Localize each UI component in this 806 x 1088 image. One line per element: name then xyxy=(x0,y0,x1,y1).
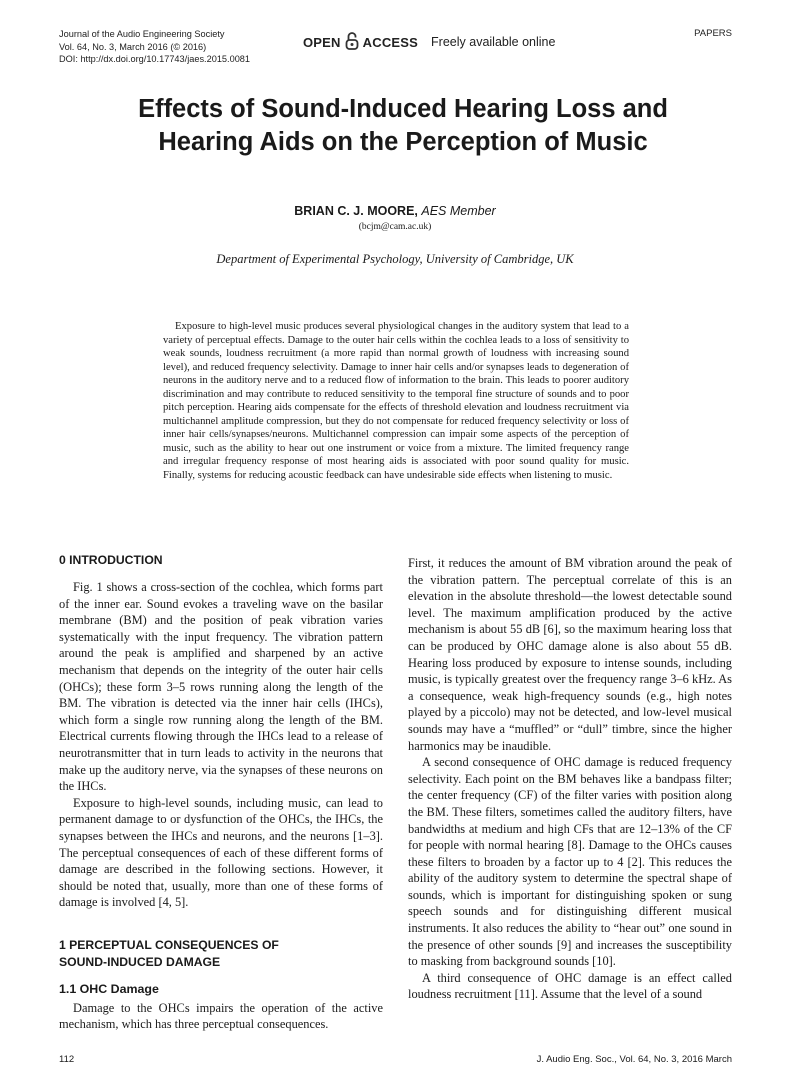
section-heading-perceptual xyxy=(59,937,383,971)
footer-citation: J. Audio Eng. Soc., Vol. 64, No. 3, 2016 March xyxy=(536,1054,732,1065)
title-line-2: Hearing Aids on the Perception of Music xyxy=(158,128,648,156)
section-heading-line: 1 PERCEPTUAL CONSEQUENCES OF xyxy=(59,937,279,952)
title-line-1: Effects of Sound-Induced Hearing Loss and xyxy=(138,95,668,123)
journal-doi: DOI: http://dx.doi.org/10.17743/jaes.2015.0081 xyxy=(59,54,251,64)
author-name: BRIAN C. J. MOORE, xyxy=(294,204,418,218)
left-column xyxy=(59,552,383,1033)
author-email: (bcjm@cam.ac.uk) xyxy=(358,222,432,232)
journal-header xyxy=(59,28,250,66)
body-paragraph: Fig. 1 shows a cross-section of the cochlea, which forms part of the inner ear. Sound evokes a traveling wave on the basilar membrane (BM) and the position of peak vibration varies systematically with the input frequency. The vibration pattern around the peak is amplified and sharpened by an active mechanism that depends on the integrity of the outer hair cells (OHCs); these form 3–5 rows running along the length of the BM. The vibration is detected via the inner hair cells (IHCs), which form a single row running along the length of the BM. Electrical currents flowing through the IHCs lead to a release of neurotransmitter that in turn leads to activity in the neurons that make up the auditory nerve, via the synapses of these neurons on the IHCs. xyxy=(59,580,383,794)
author-line xyxy=(0,204,790,218)
open-lock-icon xyxy=(345,32,359,50)
open-label: OPEN xyxy=(303,34,341,50)
body-paragraph: First, it reduces the amount of BM vibration around the peak of the vibration pattern. The perceptual correlate of this is an elevation in the absolute threshold—the lowest detectable sound level. The maximum amplification produced by the active mechanism is about 55 dB [6], so the maximum hearing loss that can be produced by OHC damage alone is also about 55 dB. Hearing loss produced by exposure to intense sounds, including music, is typically greatest over the frequency range 3–6 kHz. As a consequence, weak high-frequency sounds (e.g., high notes played by a piccolo) may not be detected, and low-level musical sounds may have a “muffled” or “dull” timbre, since the higher harmonics may be inaudible. xyxy=(408,556,732,753)
body-paragraph: A third consequence of OHC damage is an effect called loudness recruitment [11]. Assume that the level of a sound xyxy=(408,970,732,1002)
open-access-badge xyxy=(303,33,555,51)
body-paragraph: Damage to the OHCs impairs the operation of the active mechanism, which has three perceptual consequences. xyxy=(59,1000,383,1032)
section-heading-line: SOUND-INDUCED DAMAGE xyxy=(59,954,221,969)
section-label: PAPERS xyxy=(694,28,732,39)
freely-available-label: Freely available online xyxy=(431,35,556,49)
body-paragraph: Exposure to high-level sounds, including music, can lead to permanent damage to or dysfunction of the OHCs, the IHCs, the synapses between the IHCs and neurons, and the neurons [1–3]. The perceptual consequences of each of these different forms of damage are described in the following sections. However, it should be noted that, usually, more than one of these forms of damage is involved [4, 5]. xyxy=(59,795,383,910)
abstract: Exposure to high-level music produces several physiological changes in the auditory system that lead to a variety of perceptual effects. Damage to the outer hair cells within the cochlea leads to a loss of sensitivity to weak sounds, loudness recruitment (a more rapid than normal growth of loudness with increasing sound level), and reduced frequency selectivity. Damage to inner hair cells and/or synapses leads to degeneration of neurons in the auditory nerve and to a reduced flow of information to the brain. This leads to poorer auditory discrimination and may contribute to reduced sensitivity to the temporal fine structure of sounds and to poor pitch perception. Hearing aids compensate for the effects of threshold elevation and loudness recruitment via multichannel amplitude compression, but they do not compensate for reduced frequency selectivity or loss of inner hair cells/synapses/neurons. Multichannel compression can impair some aspects of the perception of music, such as the ability to hear out one instrument or voice from a mixture. The limited frequency range and irregular frequency response of most hearing aids is associated with poor sound quality for music. Finally, systems for reducing acoustic feedback can have undesirable side effects when listening to music. xyxy=(163,321,629,482)
access-label: ACCESS xyxy=(362,34,419,50)
subsection-heading-ohc: 1.1 OHC Damage xyxy=(59,981,159,996)
author-affiliation: Department of Experimental Psychology, University of Cambridge, UK xyxy=(216,252,574,266)
section-heading-introduction: 0 INTRODUCTION xyxy=(59,553,163,567)
journal-volume: Vol. 64, No. 3, March 2016 (© 2016) xyxy=(59,41,207,52)
paper-title xyxy=(60,93,746,159)
body-paragraph: A second consequence of OHC damage is reduced frequency selectivity. Each point on the BM behaves like a bandpass filter; the center frequency (CF) of the filter varies with position along the BM. These filters, sometimes called the auditory filters, have bandwidths at medium and high CFs that are 12–13% of the CF for people with normal hearing [8]. Damage to the OHCs causes these filters to broaden by a factor up to 4 [2]. This reduces the ability of the auditory system to determine the spectral shape of sounds, which is important for distinguishing spoken or sung speech sounds and for distinguishing different musical instruments. It also reduces the ability to “hear out” one sound in the presence of other sounds [9] and increases the susceptibility to masking from background sounds [10]. xyxy=(408,755,732,969)
journal-name: Journal of the Audio Engineering Society xyxy=(59,29,225,39)
right-column xyxy=(408,555,732,1003)
author-membership: AES Member xyxy=(421,204,496,218)
page-number: 112 xyxy=(59,1054,75,1065)
